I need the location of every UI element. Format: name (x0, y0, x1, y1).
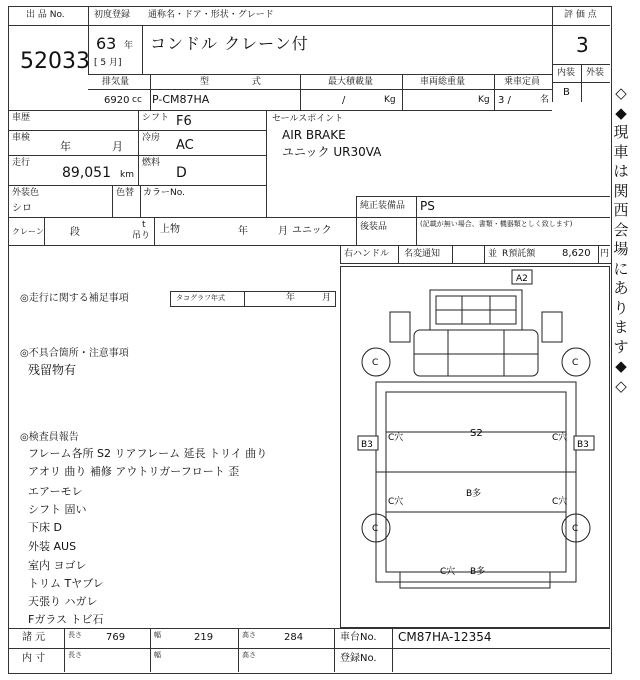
tachograph-year-unit: 年 (286, 293, 296, 303)
displacement-label: 排気量 (102, 77, 130, 87)
genuine-equipment-label: 純正装備品 (360, 201, 406, 211)
max-load-unit: Kg (384, 95, 396, 105)
mark-b3-left: B3 (361, 440, 373, 450)
spec-label: 諸 元 (22, 632, 46, 643)
fuel-label: 燃料 (142, 158, 161, 168)
inspection-year-unit: 年 (60, 140, 71, 153)
exterior-grade-label: 外装 (586, 68, 605, 78)
gross-weight-label: 車両総重量 (420, 77, 466, 87)
mark-c-right: C穴 (552, 433, 568, 443)
mark-c-bottom: C穴 (440, 567, 456, 577)
sales-point-2: ユニック UR30VA (282, 145, 382, 159)
mark-b-bottom: B多 (470, 567, 486, 577)
ac-value: AC (176, 138, 194, 153)
boarding-maker: ユニック (292, 225, 332, 236)
int-width-label: 幅 (154, 651, 161, 659)
sales-point-1: AIR BRAKE (282, 128, 346, 142)
vin-value: CM87HA-12354 (398, 630, 492, 644)
registration-year: 63 (96, 34, 117, 53)
color-value: シロ (12, 203, 32, 214)
max-load-label: 最大積載量 (328, 77, 374, 87)
color-label: 外装色 (12, 188, 40, 198)
mileage-value: 89,051 (62, 165, 111, 181)
cargo-bed (376, 382, 579, 582)
recycle-fee: 8,620 (562, 248, 591, 259)
recycle-fee-label: R預託額 (502, 249, 536, 259)
height-value: 284 (284, 632, 304, 643)
tachograph-month-unit: 月 (322, 293, 332, 303)
length-value: 769 (106, 632, 126, 643)
interior-grade: B (563, 87, 570, 98)
gross-weight-unit: Kg (478, 95, 490, 105)
inspector-line-10: Fガラス トビ石 (28, 613, 104, 626)
interior-dim-label: 内 寸 (22, 653, 46, 664)
inspection-month-unit: 月 (112, 140, 123, 153)
inspection-label: 車検 (12, 133, 31, 143)
year-unit: 年 (124, 41, 134, 51)
cab-front (414, 330, 538, 376)
driving-notes-label: ◎走行に関する補足事項 (20, 293, 129, 304)
recycle-label: 並 (488, 249, 498, 259)
mark-b3-right: B3 (577, 440, 589, 450)
int-height-label: 高さ (242, 651, 256, 659)
crane-ton: t (142, 220, 146, 230)
sidebar-notice: ◇ ◆ 現 車 は 関 西 会 場 に あ り ま す ◆ ◇ (613, 84, 629, 395)
overall-grade: 3 (576, 33, 589, 57)
aftermarket-label: 後装品 (360, 222, 388, 232)
capacity-value: 3 / (498, 95, 511, 106)
wheel-mark-rl: C (372, 524, 379, 534)
boarding-month-unit: 月 (278, 226, 288, 237)
wheel-mark-fl: C (372, 358, 379, 368)
wheel-mark-rr: C (572, 524, 579, 534)
aftermarket-note: (記載が無い場合、書類・機器類としく致します) (420, 220, 573, 228)
crane-stage: 段 (70, 227, 80, 238)
mark-b-multi: B多 (466, 489, 482, 499)
inspector-line-9: 天張り ハガレ (28, 595, 98, 608)
mark-c-left2: C穴 (388, 497, 404, 507)
boarding-year-unit: 年 (238, 226, 248, 237)
sales-points-label: セールスポイント (272, 114, 344, 124)
inspector-line-1: フレーム各所 S2 リアフレーム 延長 トリイ 曲り (28, 447, 268, 460)
ac-label: 冷房 (142, 133, 161, 143)
registration-no-label: 登録No. (340, 653, 377, 664)
int-length-label: 長さ (68, 651, 82, 659)
fuel-value: D (176, 165, 187, 181)
model-code: P-CM87HA (152, 93, 210, 106)
shift-value: F6 (176, 114, 192, 129)
inspector-line-5: 下床 D (28, 521, 62, 534)
capacity-unit: 名 (540, 95, 550, 105)
vehicle-diagram (340, 266, 610, 628)
mileage-unit: km (120, 170, 134, 180)
crane-label: クレーン (12, 227, 44, 236)
inspector-line-7: 室内 ヨゴレ (28, 559, 87, 572)
mark-a2: A2 (516, 274, 528, 284)
steering-side: 右ハンドル (344, 249, 390, 259)
defect-text: 残留物有 (28, 363, 77, 377)
mark-c-right2: C穴 (552, 497, 568, 507)
type-label: 型 式 (200, 77, 281, 87)
capacity-label: 乗車定員 (504, 77, 541, 87)
color-change-label: 色替 (116, 188, 135, 198)
recycle-fee-unit: 円 (600, 249, 610, 259)
genuine-equipment: PS (420, 199, 435, 213)
displacement-value: 6920 (104, 95, 130, 106)
displacement-unit: cc (132, 95, 142, 105)
max-load-value: / (342, 95, 346, 106)
inspector-line-6: 外装 AUS (28, 540, 77, 553)
grade-label: 評 価 点 (564, 10, 597, 20)
tachograph-label: タコグラフ年式 (176, 294, 225, 302)
interior-grade-label: 内装 (557, 68, 576, 78)
model-label: 通称名・ドア・形状・グレード (148, 10, 274, 20)
vin-label: 車台No. (340, 632, 377, 643)
width-label: 幅 (154, 631, 161, 639)
model-name: コンドル クレーン付 (150, 34, 309, 53)
inspector-line-3: エアーモレ (28, 485, 83, 498)
shift-label: シフト (142, 113, 170, 123)
width-value: 219 (194, 632, 214, 643)
first-registration-label: 初度登録 (94, 10, 131, 20)
inspector-report-label: ◎検査員報告 (20, 432, 79, 443)
length-label: 長さ (68, 631, 82, 639)
color-code-label: カラーNo. (143, 188, 185, 198)
registration-month: [ 5 月] (94, 58, 122, 68)
defect-label: ◎不具合箇所・注意事項 (20, 348, 129, 359)
boarding-label: 上物 (160, 224, 180, 235)
name-change-label: 名変通知 (404, 249, 441, 259)
height-label: 高さ (242, 631, 256, 639)
inspector-line-8: トリム Tヤブレ (28, 577, 104, 590)
history-label: 車歴 (12, 113, 31, 123)
inspector-line-2: アオリ 曲り 補修 アウトリガーフロート 歪 (28, 465, 240, 478)
mileage-label: 走行 (12, 158, 31, 168)
inspector-line-4: シフト 固い (28, 503, 87, 516)
mark-s2: S2 (470, 428, 483, 439)
mark-c-left: C穴 (388, 433, 404, 443)
crane-hoist: 吊り (132, 231, 151, 241)
wheel-mark-fr: C (572, 358, 579, 368)
lot-label: 出 品 No. (26, 10, 65, 20)
lot-number: 52033 (20, 49, 90, 74)
